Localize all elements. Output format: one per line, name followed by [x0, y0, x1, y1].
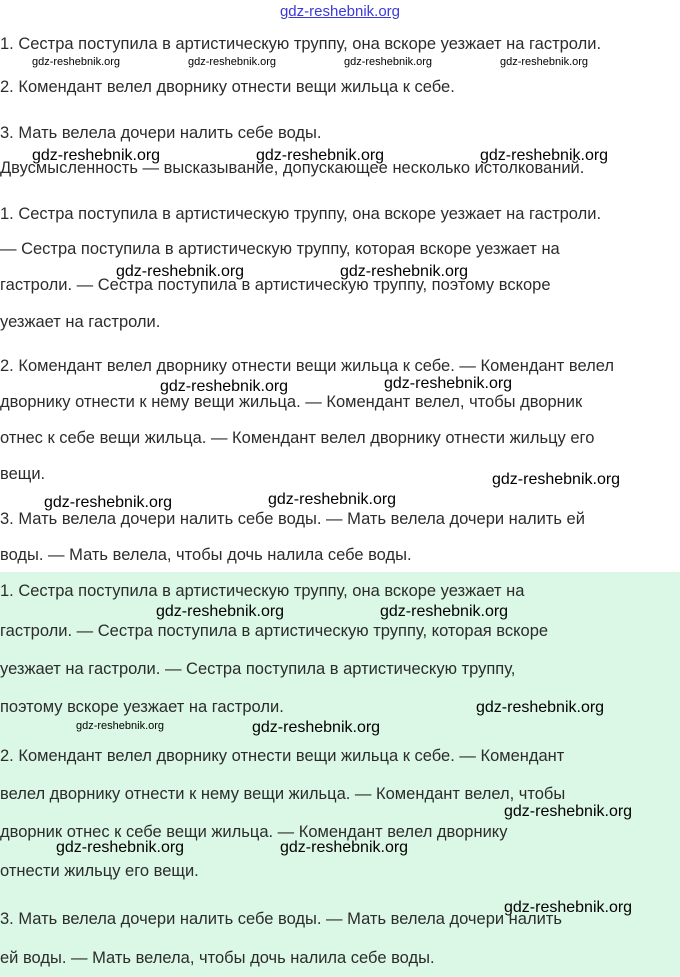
watermark: gdz-reshebnik.org — [492, 471, 621, 488]
answer2-line: 1. Сестра поступила в артистическую труппу, она вскоре уезжает на — [0, 582, 525, 600]
task-sentence-3: 3. Мать велела дочери налить себе воды. — [0, 124, 322, 142]
watermark: gdz-reshebnik.org — [56, 839, 185, 856]
answer1-line: уезжает на гастроли. — [0, 313, 161, 331]
watermark: gdz-reshebnik.org — [252, 719, 381, 736]
answer1-line: воды. — Мать велела, чтобы дочь налила себе воды. — [0, 546, 412, 564]
answer1-line: 2. Комендант велел дворнику отнести вещи жильца к себе. — Комендант велел — [0, 357, 615, 375]
watermark: gdz-reshebnik.org — [156, 603, 285, 620]
answer2-line: отнести жильцу его вещи. — [0, 862, 199, 880]
watermark: gdz-reshebnik.org — [504, 899, 633, 916]
watermark: gdz-reshebnik.org — [476, 699, 605, 716]
watermark: gdz-reshebnik.org — [480, 147, 609, 164]
answer1-line: дворнику отнести к нему вещи жильца. — Комендант велел, чтобы дворник — [0, 393, 583, 411]
answer2-line: гастроли. — Сестра поступила в артистическую труппу, которая вскоре — [0, 622, 549, 640]
task-sentence-2: 2. Комендант велел дворнику отнести вещи жильца к себе. — [0, 78, 455, 96]
watermark: gdz-reshebnik.org — [116, 263, 245, 280]
answer2-line: велел дворнику отнести к нему вещи жильца. — Комендант велел, чтобы — [0, 785, 566, 803]
watermark: gdz-reshebnik.org — [32, 56, 121, 68]
answer1-line: 3. Мать велела дочери налить себе воды. — Мать велела дочери налить ей — [0, 510, 585, 528]
watermark: gdz-reshebnik.org — [380, 603, 509, 620]
answer2-line: дворник отнес к себе вещи жильца. — Комендант велел дворнику — [0, 823, 508, 841]
answer1-line: вещи. — [0, 465, 46, 483]
task-sentence-1: 1. Сестра поступила в артистическую труппу, она вскоре уезжает на гастроли. — [0, 35, 602, 53]
watermark: gdz-reshebnik.org — [504, 803, 633, 820]
answer2-line: поэтому вскоре уезжает на гастроли. — [0, 698, 284, 716]
watermark: gdz-reshebnik.org — [384, 375, 513, 392]
answer1-sentence-1: 1. Сестра поступила в артистическую труппу, она вскоре уезжает на гастроли. — [0, 205, 602, 223]
watermark: gdz-reshebnik.org — [268, 491, 397, 508]
header-watermark-link[interactable]: gdz-reshebnik.org — [279, 3, 401, 20]
answer2-line: 3. Мать велела дочери налить себе воды. — Мать велела дочери налить — [0, 910, 562, 928]
watermark: gdz-reshebnik.org — [32, 147, 161, 164]
definition-text: Двусмысленность — высказывание, допускающее несколько истолкований. — [0, 159, 585, 177]
answer1-line: гастроли. — Сестра поступила в артистическую труппу, поэтому вскоре — [0, 276, 551, 294]
answer2-line: ей воды. — Мать велела, чтобы дочь налила себе воды. — [0, 949, 435, 967]
watermark: gdz-reshebnik.org — [44, 494, 173, 511]
watermark: gdz-reshebnik.org — [344, 56, 433, 68]
answer1-line: отнес к себе вещи жильца. — Комендант велел дворнику отнести жильцу его — [0, 429, 595, 447]
answer1-line: — Сестра поступила в артистическую труппу, которая вскоре уезжает на — [0, 240, 560, 258]
answer2-line: 2. Комендант велел дворнику отнести вещи жильца к себе. — Комендант — [0, 747, 565, 765]
answer2-line: уезжает на гастроли. — Сестра поступила в артистическую труппу, — [0, 660, 516, 678]
watermark: gdz-reshebnik.org — [256, 147, 385, 164]
watermark: gdz-reshebnik.org — [280, 839, 409, 856]
watermark: gdz-reshebnik.org — [340, 263, 469, 280]
watermark: gdz-reshebnik.org — [500, 56, 589, 68]
watermark: gdz-reshebnik.org — [188, 56, 277, 68]
watermark: gdz-reshebnik.org — [160, 378, 289, 395]
watermark: gdz-reshebnik.org — [76, 720, 165, 732]
